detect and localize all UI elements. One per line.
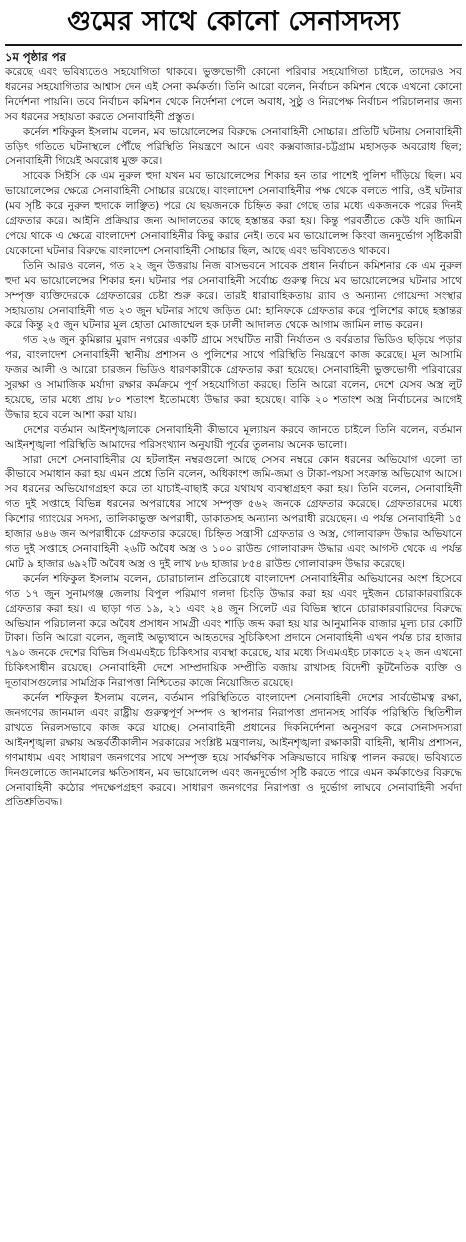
paragraph-5: গত ২৬ জুন কুমিল্লার মুরাদ নগরের একটি গ্রামে সংঘটিত নারী নির্যাতন ও বর্বরতার ভিডিও ছড়িয়ে পড়ার পর, বাংলাদেশ সেনাবাহিনী স্থানীয় প্রশাসন ও পুলিশের সাথে পরিস্থিতি নিয়ন্ত্রণে কাজ করেছে। মূল আসামি ফজর আলী ও আরো চারজন ভিডিও ধারণকারীকে গ্রেফতার করা হয়েছে। সেনাবাহিনী ভুক্তভোগী পরিবারের সুরক্ষা ও সামাজিক মর্যাদা রক্ষার কর্মক্রমে পূর্ণ সহযোগিতা করছে। তিনি আরো বলেন, দেশে যেসব অস্ত্র লুট হয়েছে, তার মধ্যে প্রায় ৮০ শতাংশ ইতোমধ্যে উদ্ধার করা হয়েছে। বাকি ২০ শতাংশ অস্ত্র নির্বাচনের আগেই উদ্ধার হবে বলে আশা করা যায়।	[5, 334, 462, 421]
paragraph-7: সারা দেশে সেনাবাহিনীর যে হটলাইন নম্বরগুলো আছে সেসব নম্বরে কোন ধরনের অভিযোগ এলো তা কীভাবে সমাধান করা হয় এমন প্রশ্নে তিনি বলেন, অধিকাংশ জমি-জমা ও টাকা-পয়সা সংক্রান্ত অভিযোগ আসে। সব ধরনের অভিযোগগ্রহণ করে তা যাচাই-বাছাই করে যথাযথ ব্যবস্থাগ্রহণ করা হয়। তিনি বলেন, সেনাবাহিনী গত দুই সপ্তাহে বিভিন্ন ধরনের অপরাধের সাথে সম্পৃক্ত ৫৬২ জনকে গ্রেফতার করেছে। গ্রেফতারদের মধ্যে কিশোর গ্যাংয়ের সদস্য, তালিকাভুক্ত অপরাধী, ডাকাতসহ অন্যান্য অপরাধী রয়েছেন। এ পর্যন্ত সেনাবাহিনী ১৫ হাজার ৬৪৬ জন অপরাধীকে গ্রেফতার করেছে। চিহ্নিত সন্ত্রাসী গ্রেফতার ও অস্ত্র, গোলাবারুদ উদ্ধার অভিযানে গত দুই সপ্তাহে সেনাবাহিনী ২৬টি অবৈধ অস্ত্র ও ১০০ রাউন্ড গোলাবারুদ উদ্ধার এবং আগস্ট থেকে এ পর্যন্ত মোট ৯ হাজার ৬৯২টি অবৈধ অস্ত্র ও দুই লাখ ৮৬ হাজার ৮৫৪ রাউন্ড গোলাবারুদ উদ্ধার করেছে।	[5, 453, 462, 570]
headline-divider	[5, 44, 462, 46]
paragraph-4: তিনি আরও বলেন, গত ২২ জুন উত্তরায় নিজ বাসভবনে সাবেক প্রধান নির্বাচন কমিশনার কে এম নুরুল হুদা মব ভায়োলেন্সের শিকার হন। ঘটনার পর সেনাবাহিনী সর্বোচ্চ গুরুত্ব দিয়ে মব ভায়োলেন্সের ঘটনার সাথে সম্পৃক্ত ব্যক্তিদেরকে গ্রেফতারের চেষ্টা শুরু করে। তারই ধারাবাহিকতায় র‌্যাব ও অন্যান্য গোয়েন্দা সংস্থার সহায়তায় সেনাবাহিনী গত ২৩ জুন ঘটনার সাথে জড়িত মো: হানিফকে গ্রেফতার করে পুলিশের কাছে হস্তান্তর করে কিন্তু ২৫ জুন ঘটনার মূল হোতা মোজাম্মেল হক ঢালী আদালত থেকে আগাম জামিন লাভ করেন।	[5, 259, 462, 332]
paragraph-9: কর্নেল শফিকুল ইসলাম বলেন, বর্তমান পরিস্থিতিতে বাংলাদেশ সেনাবাহিনী দেশের সার্বভৌমত্ব রক্ষা, জনগণের জানমাল এবং রাষ্ট্রীয় গুরুত্বপূর্ণ সম্পদ ও স্থাপনার নিরাপত্তা প্রদানসহ সার্বিক পরিস্থিতি স্থিতিশীল রাখতে নিরলসভাবে কাজ করে যাচ্ছে। সেনাবাহিনী প্রধানের দিকনির্দেশনা অনুসরণ করে সেনাসদস্যরা আইনশৃঙ্খলা রক্ষায় অন্তর্বর্তীকালীন সরকারের সংশ্লিষ্ট মন্ত্রণালয়, আইনশৃঙ্খলা রক্ষাকারী বাহিনী, স্থানীয় প্রশাসন, গণমাধ্যম এবং সাধারণ জনগণের সাথে সম্পৃক্ত হয়ে সার্বক্ষণিক সক্রিয়ভাবে দায়িত্ব পালন করছে। ভবিষ্যতে দিনগুলোতে জানমালের ক্ষতিসাধন, মব ভায়োলেন্স এবং জনদুর্ভোগ সৃষ্টি করতে পারে এমন কর্মকাণ্ডের বিরুদ্ধে সেনাবাহিনী কঠোর পদক্ষেপগ্রহণ করবে। সাধারণ জনগণের নিরাপত্তা ও দুর্ভোগ লাঘবে সেনাবাহিনী সর্বদা প্রতিশ্রুতিবদ্ধ।	[5, 692, 462, 809]
paragraph-3: সাবেক সিইসি কে এম নুরুল হুদা যখন মব ভায়োলেন্সের শিকার হন তার পাশেই পুলিশ দাঁড়িয়ে ছিল। মব ভায়োলেন্সের ক্ষেত্রে সেনাবাহিনী সোচ্চার রয়েছে। বাংলাদেশ সেনাবাহিনীর পক্ষ থেকে বলতে পারি, ওই ঘটনার (মব সৃষ্টি করে নুরুল হুদাকে লাঞ্ছিত) পরে যে ছয়জনকে চিহ্নিত করা গেছে তার মধ্যে একজনকে পরের দিনই গ্রেফতার করে। আইনি প্রক্রিয়ার জন্য আদালতের কাছে হস্তান্তর করা হয়। কিন্তু পরবর্তীতে কেউ যদি জামিন পেয়ে থাকে এ ক্ষেত্রে বাংলাদেশ সেনাবাহিনীর কিছু করার নেই। তবে মব ভায়োলেন্স কিংবা জনদুর্ভোগ সৃষ্টিকারী যেকোনো ঘটনার বিরুদ্ধে বাংলাদেশ সেনাবাহিনী সোচ্চার ছিল, আছে এবং ভবিষ্যতেও থাকবে।	[5, 170, 462, 257]
paragraph-2: কর্নেল শফিকুল ইসলাম বলেন, মব ভায়োলেন্সের বিরুদ্ধে সেনাবাহিনী সোচ্চার। প্রতিটি ঘটনায় সেনাবাহিনী তড়িৎ গতিতে ঘটনাস্থলে পৌঁছে পরিস্থিতি নিয়ন্ত্রণে আনে এবং কক্সবাজার-চট্টগ্রাম মহাসড়ক অবরোধ ছিল; সেনাবাহিনী গিয়েই অবরোধ মুক্ত করে।	[5, 125, 462, 168]
headline: গুমের সাথে কোনো সেনাসদস্য	[67, 6, 400, 37]
continuation-label: ১ম পৃষ্ঠার পর	[5, 50, 66, 64]
paragraph-8: কর্নেল শফিকুল ইসলাম বলেন, চোরাচালান প্রতিরোধে বাংলাদেশ সেনাবাহিনীর অভিযানের অংশ হিসেবে গত ১৭ জুন সুনামগঞ্জ জেলায় বিপুল পরিমাণ গলদা চিংড়ি উদ্ধার করা হয় এবং দুইজন চোরাকারবারিকে গ্রেফতার করা হয়। এ ছাড়া গত ১৯, ২১ এবং ২৪ জুন সিলেট এর বিভিন্ন স্থানে চোরাকারবারিদের বিরুদ্ধে অভিযান পরিচালনা করে অবৈধ প্রসাধন সামগ্রী এবং শাড়ি জব্দ করা হয় যার আনুমানিক বাজার মূল্য চার কোটি টাকা। তিনি আরো বলেন, জুলাই অভ্যুত্থানে আহতদের সুচিকিৎসা প্রদানে সেনাবাহিনী এখন পর্যন্ত চার হাজার ৭৯০ জনকে দেশের বিভিন্ন সিএমএইচে চিকিৎসার ব্যবস্থা করেছে, যার মধ্যে সিএমএইচ ঢাকাতে ২২ জন এখনো চিকিৎসাধীন রয়েছে। সেনাবাহিনী দেশে সাম্প্রদায়িক সম্প্রীতি বজায় রাখাসহ বিদেশী কূটনৈতিক ব্যক্তি ও দূতাবাসগুলোর সামগ্রিক নিরাপত্তা নিশ্চিতের কাজে নিয়োজিত রয়েছে।	[5, 572, 462, 690]
paragraph-6: দেশের বর্তমান আইনশৃঙ্খলাকে সেনাবাহিনী কীভাবে মূল্যায়ন করবে জানতে চাইলে তিনি বলেন, বর্তমান আইনশৃঙ্খলা পরিস্থিতি আমাদের পরিসংখ্যান অনুযায়ী পূর্বের তুলনায় অনেক ভালো।	[5, 423, 462, 451]
paragraph-1: করেছে এবং ভবিষ্যতেও সহযোগিতা থাকবে। ভুক্তভোগী কোনো পরিবার সহযোগিতা চাইলে, তাদেরও সব ধরনের সহযোগিতার আশ্বাস দেন এই সেনা কর্মকর্তা। তিনি আরো বলেন, নির্বাচন কমিশন থেকে এখনো কোনো নির্দেশনা পায়নি। তবে নির্বাচন কমিশন থেকে নির্দেশনা পেলে অবাধ, সুষ্ঠু ও নিরপেক্ষ নির্বাচন পরিচালনার জন্য সব ধরনের সহায়তা করতে সেনাবাহিনী প্রস্তুত।	[5, 66, 462, 123]
article-body	[5, 65, 462, 810]
